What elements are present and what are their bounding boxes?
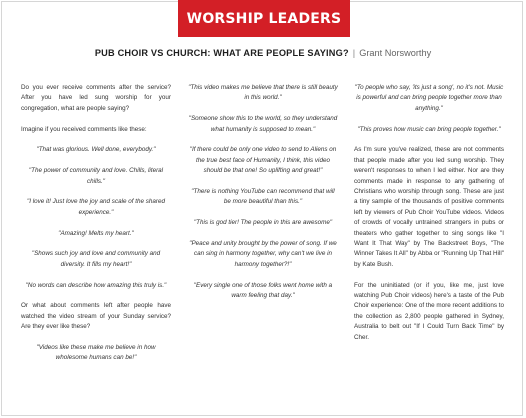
quote-paragraph: "Peace and unity brought by the power of song. If we can sing in harmony together, why can't we live in harmony together?!" bbox=[189, 240, 337, 268]
quote-paragraph: "Amazing! Melts my heart." bbox=[58, 229, 134, 237]
quote-paragraph: "The power of community and love. Chills, literal chills." bbox=[28, 167, 164, 185]
quote-paragraph: "This proves how music can bring people together." bbox=[357, 125, 501, 133]
text-column-2 bbox=[188, 83, 338, 312]
quote-paragraph: "This is god tier! The people in this are awesome" bbox=[193, 219, 333, 227]
body-paragraph: As I'm sure you've realized, these are not comments that people made after you led sung worship. They weren't responses to when I led either. Nor are they comments made in response to any gathering of Christians who worship through song. These are just a tiny sample of the thousands of positive comments left by viewers of Pub Choir YouTube videos. Videos of crowds of vocally untrained strangers in pubs or theaters who gather together to sing songs like "I Want It That Way" by The Backstreet Boys, "The Winner Takes It All" by Abba or "Running Up That Hill" by Kate Bush. bbox=[354, 146, 504, 268]
quote-paragraph: "Someone show this to the world, so they understand what humanity is supposed to mean." bbox=[188, 115, 338, 133]
body-paragraph: Or what about comments left after people have watched the video stream of your Sunday service? Are they ever like these? bbox=[21, 302, 171, 331]
quote-paragraph: "To people who say, 'its just a song', no it's not. Music is powerful and can bring people together more than anything." bbox=[354, 84, 504, 112]
body-paragraph: Imagine if you received comments like these: bbox=[21, 125, 147, 133]
body-paragraph: Do you ever receive comments after the service? After you have led sung worship for your congregation, what are people saying? bbox=[21, 84, 171, 112]
article-headline bbox=[0, 48, 526, 58]
article-author: Grant Norsworthy bbox=[359, 48, 432, 58]
quote-paragraph: "That was glorious. Well done, everybody." bbox=[36, 146, 156, 154]
quote-paragraph: "No words can describe how amazing this truly is." bbox=[25, 281, 167, 289]
quote-paragraph: "Every single one of those folks went home with a warm feeling that day." bbox=[193, 281, 333, 300]
text-column-3 bbox=[354, 83, 504, 354]
quote-paragraph: "Videos like these make me believe in how wholesome humans can be!" bbox=[36, 344, 156, 362]
article-title: PUB CHOIR VS CHURCH: WHAT ARE PEOPLE SAYING? bbox=[94, 48, 349, 58]
text-column-1 bbox=[21, 83, 171, 374]
quote-paragraph: "There is nothing YouTube can recommend that will be more beautiful than this." bbox=[191, 188, 335, 206]
quote-paragraph: "Shows such joy and love and community and diversity. It fills my heart!" bbox=[31, 250, 161, 268]
quote-paragraph: "This video makes me believe that there is still beauty in this world." bbox=[188, 84, 338, 102]
quote-paragraph: "I love it! Just love the joy and scale of the shared experience." bbox=[26, 198, 166, 216]
section-banner: WORSHIP LEADERS bbox=[178, 0, 350, 37]
body-paragraph: For the uninitiated (or if you, like me, just love watching Pub Choir videos) here's a taste of the Pub Choir experience: One of the more recent additions to the collection as 2,800 people gathered in Sydney, Australia to belt out "If I Could Turn Back Time" by Cher. bbox=[354, 281, 504, 341]
title-separator: | bbox=[352, 48, 356, 58]
quote-paragraph: "If there could be only one video to send to Aliens on the true best face of Humanity, I think, this video should be that one! So uplifting and great!" bbox=[189, 146, 337, 175]
